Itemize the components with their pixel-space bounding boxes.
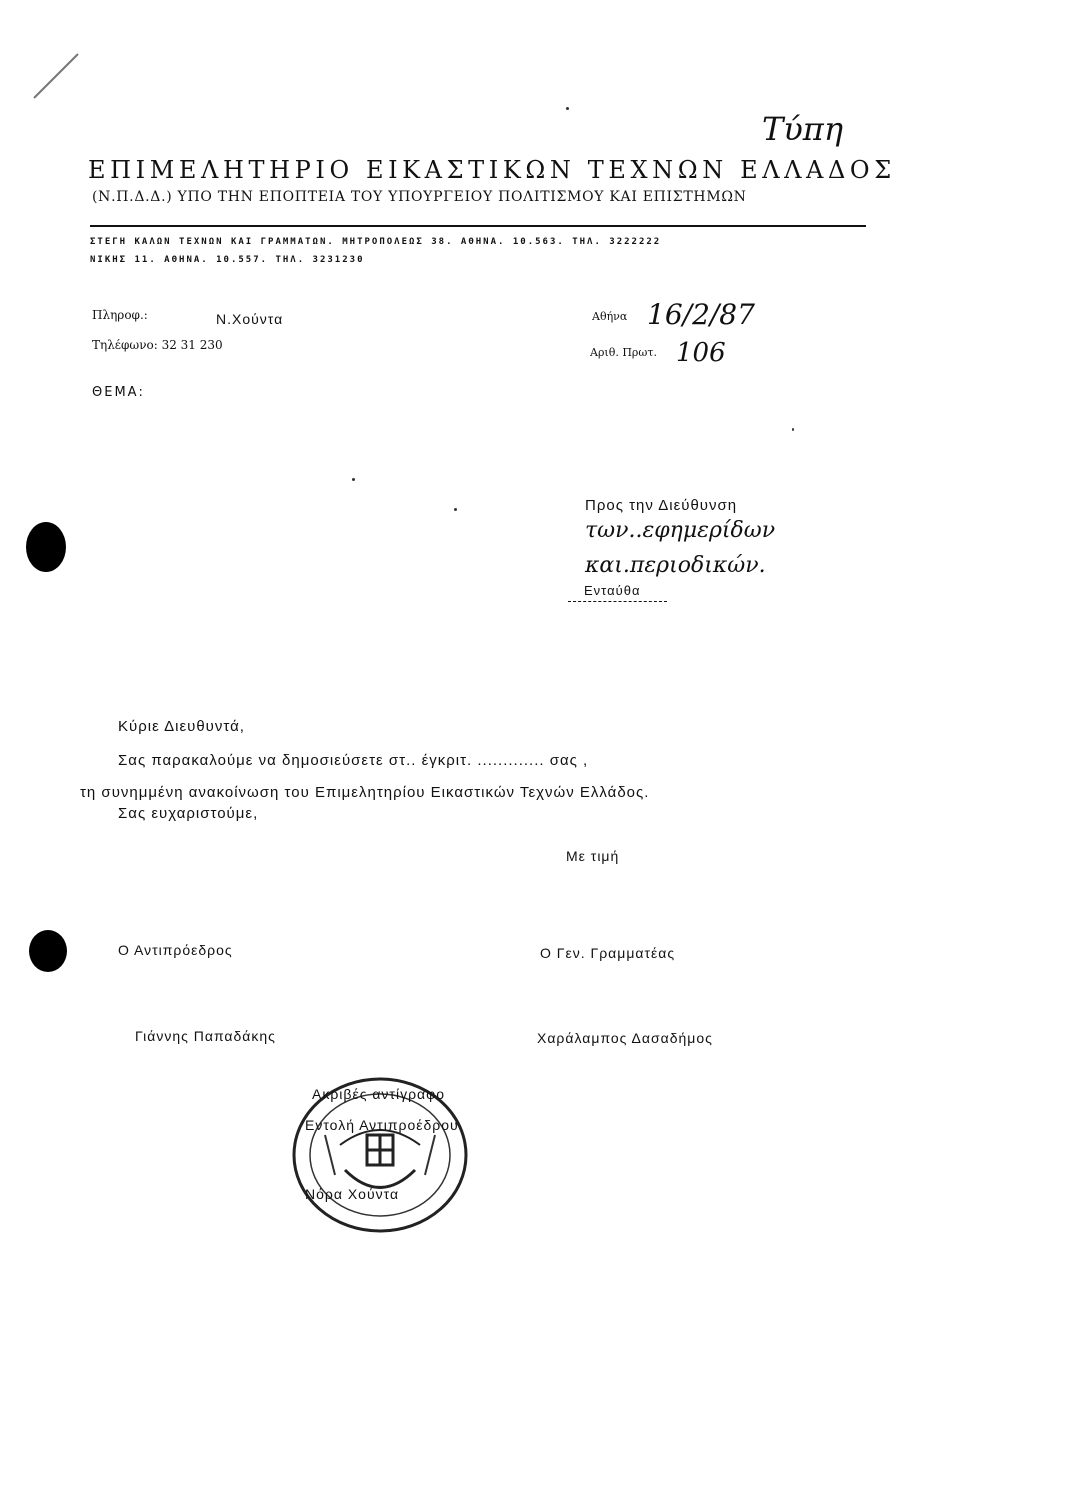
info-label: Πληροφ.: <box>92 308 148 322</box>
body-line-2: τη συνημμένη ανακοίνωση του Επιμελητηρίου Εικαστικών Τεχνών Ελλάδος. <box>80 784 650 801</box>
address-line-1: ΣΤΕΓΗ ΚΑΛΩΝ ΤΕΧΝΩΝ ΚΑΙ ΓΡΑΜΜΑΤΩΝ. ΜΗΤΡΟΠΟΛΕΩΣ 38. ΑΘΗΝΑ. 10.563. ΤΗΛ. 3222222 <box>90 237 662 247</box>
info-value: Ν.Χούντα <box>216 311 284 327</box>
stamp-name: Νόρα Χούντα <box>305 1186 400 1202</box>
punch-hole-bottom <box>29 930 67 972</box>
punch-hole-top <box>26 522 66 572</box>
recipient-handwritten-1: των..εφημερίδων <box>585 518 776 543</box>
recipient-line: Προς την Διεύθυνση <box>585 497 738 514</box>
closing-regards: Με τιμή <box>566 848 620 864</box>
scan-speck <box>566 107 569 110</box>
recipient-underline <box>568 601 667 603</box>
signature-right-role: Ο Γεν. Γραμματέας <box>540 945 676 961</box>
subject-label: ΘΕΜΑ: <box>92 385 145 400</box>
recipient-handwritten-2: και.περιοδικών. <box>585 553 766 578</box>
letterhead-subtitle: (Ν.Π.Δ.Δ.) ΥΠΟ ΤΗΝ ΕΠΟΠΤΕΙΑ ΤΟΥ ΥΠΟΥΡΓΕΙΟΥ ΠΟΛΙΤΙΣΜΟΥ ΚΑΙ ΕΠΙΣΤΗΜΩΝ <box>92 189 747 205</box>
protocol-label: Αριθ. Πρωτ. <box>590 346 657 359</box>
signature-left-name: Γιάννης Παπαδάκης <box>135 1028 276 1044</box>
letterhead-title: ΕΠΙΜΕΛΗΤΗΡΙΟ ΕΙΚΑΣΤΙΚΩΝ ΤΕΧΝΩΝ ΕΛΛΑΔΟΣ <box>88 156 896 184</box>
salutation: Κύριε Διευθυντά, <box>118 718 245 735</box>
handwritten-note: Τύπη <box>762 110 843 148</box>
stamp-certified-copy: Ακριβές αντίγραφο <box>312 1086 445 1102</box>
thanks-line: Σας ευχαριστούμε, <box>118 805 259 822</box>
stamp-authority: Εντολή Αντιπροέδρου <box>305 1117 459 1133</box>
scan-speck <box>792 428 794 431</box>
protocol-number: 106 <box>676 338 726 368</box>
handwritten-date: 16/2/87 <box>647 298 755 331</box>
letterhead-rule <box>90 225 866 227</box>
phone-line: Τηλέφωνο: 32 31 230 <box>92 338 223 352</box>
city-label: Αθήνα <box>592 310 628 323</box>
signature-right-name: Χαράλαμπος Δασαδήμος <box>537 1030 713 1046</box>
signature-left-role: Ο Αντιπρόεδρος <box>118 942 233 958</box>
body-line-1: Σας παρακαλούμε να δημοσιεύσετε στ.. έγκριτ. ............. σας , <box>118 752 589 769</box>
scan-mark-icon <box>30 48 85 103</box>
address-line-2: ΝΙΚΗΣ 11. ΑΘΗΝΑ. 10.557. ΤΗΛ. 3231230 <box>90 255 365 265</box>
scan-speck <box>352 478 355 481</box>
recipient-place: Ενταύθα <box>584 583 641 598</box>
scan-speck <box>454 508 457 511</box>
